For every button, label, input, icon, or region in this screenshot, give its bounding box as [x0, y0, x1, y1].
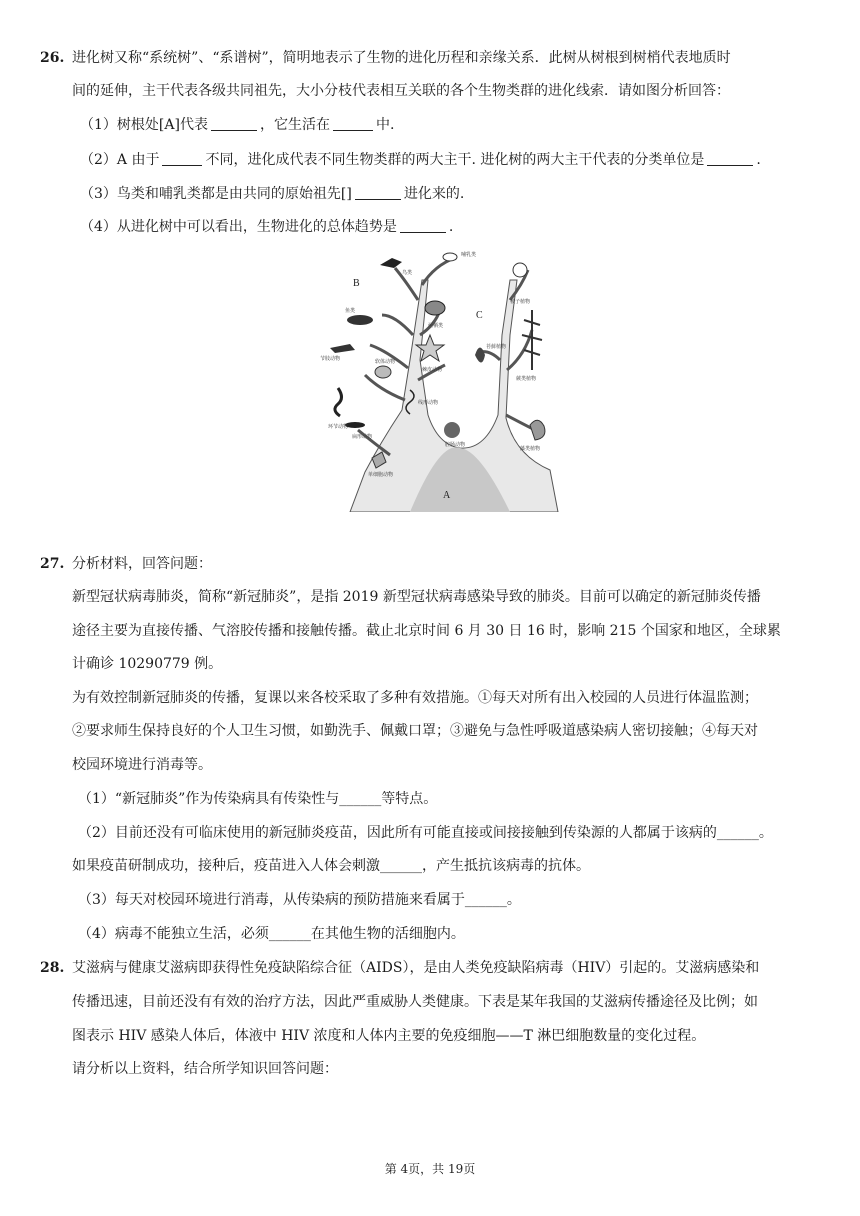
- answer-blank[interactable]: [333, 116, 373, 131]
- q26-sub3-text-a: （3）鸟类和哺乳类都是由共同的原始祖先[]: [80, 186, 352, 202]
- q27-para1-line3: 计确诊 10290779 例。: [72, 656, 223, 672]
- label-moss: 苔藓植物: [486, 344, 507, 350]
- label-arthropod: 节肢动物: [320, 356, 341, 362]
- answer-blank[interactable]: [355, 185, 401, 200]
- q27-sub3: （3）每天对校园环境进行消毒，从传染病的预防措施来看属于______。: [78, 892, 521, 908]
- mammal-icon: [443, 253, 457, 261]
- q26-sub3: [80, 184, 464, 204]
- annelid-icon: [335, 388, 342, 416]
- q27-para2-line3: 校园环境进行消毒等。: [72, 757, 212, 773]
- question-27-number: 27.: [40, 556, 65, 572]
- question-28-number: 28.: [40, 960, 65, 976]
- q27-sub1: （1）“新冠肺炎”作为传染病具有传染性与______等特点。: [78, 791, 438, 807]
- q27-para1-line1: 新型冠状病毒肺炎，简称“新冠肺炎”，是指 2019 新型冠状病毒感染导致的肺炎。目前可以确定的新冠肺炎传播: [72, 589, 761, 605]
- q27-sub2: （2）目前还没有可临床使用的新冠肺炎疫苗，因此所有可能直接或间接接触到传染源的人都属于该病的______。: [78, 825, 773, 841]
- q27-sub2-cont: 如果疫苗研制成功，接种后，疫苗进入人体会刺激______，产生抵抗该病毒的抗体。: [72, 858, 590, 874]
- amphibian-icon: [425, 301, 445, 315]
- q26-intro-line1: 进化树又称“系统树”、“系谱树”，简明地表示了生物的进化历程和亲缘关系．此树从树根到树梢代表地质时: [72, 50, 731, 66]
- q28-line3: 图表示 HIV 感染人体后，体液中 HIV 浓度和人体内主要的免疫细胞——T 淋巴细胞数量的变化过程。: [72, 1028, 706, 1044]
- coelenterate-icon: [444, 422, 460, 438]
- label-amphibian: 两栖类: [428, 323, 444, 329]
- label-flatworm: 扁形动物: [352, 434, 373, 440]
- label-annelid: 环节动物: [328, 424, 349, 430]
- arthropod-icon: [330, 344, 355, 353]
- label-bird: 鸟类: [402, 270, 413, 276]
- label-coelenterate: 腔肠动物: [445, 442, 466, 448]
- q27-para2-line2: ②要求师生保持良好的个人卫生习惯，如勤洗手、佩戴口罩；③避免与急性呼吸道感染病人密切接触；④每天对: [72, 723, 758, 739]
- q28-line1: 艾滋病与健康艾滋病即获得性免疫缺陷综合征（AIDS），是由人类免疫缺陷病毒（HIV）引起的。艾滋病感染和: [72, 960, 760, 976]
- label-fish: 鱼类: [345, 308, 356, 314]
- fern-icon: [522, 310, 542, 370]
- q26-sub2: [80, 150, 761, 170]
- label-algae: 藻类植物: [520, 446, 541, 452]
- answer-blank[interactable]: [211, 116, 257, 131]
- q26-sub3-text-b: 进化来的.: [403, 186, 465, 202]
- q26-sub2-text-b: 不同，进化成代表不同生物类群的两大主干. 进化树的两大主干代表的分类单位是: [205, 152, 705, 168]
- answer-blank[interactable]: [400, 218, 446, 233]
- branch-line: [382, 315, 413, 335]
- label-echinoderm: 棘皮动物: [422, 367, 443, 373]
- algae-icon: [530, 420, 545, 440]
- label-protozoa: 单细胞动物: [368, 472, 394, 478]
- flower-icon: [513, 263, 527, 277]
- q27-para1-line2: 途径主要为直接传播、气溶胶传播和接触传播。截止北京时间 6 月 30 日 16 时，影响 215 个国家和地区，全球累: [72, 623, 781, 639]
- label-fern: 蕨类植物: [516, 376, 537, 382]
- page-footer: 第 4页，共 19页: [384, 1162, 476, 1176]
- label-mollusk: 软体动物: [375, 359, 396, 365]
- fish-icon: [347, 315, 373, 325]
- label-seed-plant: 被子植物: [510, 299, 531, 305]
- q26-sub1-text-c: 中.: [375, 117, 395, 133]
- q26-sub2-text-c: .: [756, 152, 761, 168]
- evolution-tree-figure: [310, 240, 560, 512]
- q27-title: 分析材料，回答问题：: [72, 556, 212, 572]
- q28-line2: 传播迅速，目前还没有有效的治疗方法，因此严重威胁人类健康。下表是某年我国的艾滋病传播途径及比例；如: [72, 994, 758, 1010]
- bird-icon: [380, 258, 402, 268]
- q26-sub1-text-b: ，它生活在: [259, 117, 330, 133]
- q26-sub4-text-a: （4）从进化树中可以看出，生物进化的总体趋势是: [80, 219, 397, 235]
- q26-sub4: [80, 217, 453, 237]
- q26-intro-line2: 间的延伸，主干代表各级共同祖先，大小分枝代表相互关联的各个生物类群的进化线索．请如图分析回答：: [72, 83, 730, 99]
- moss-icon: [475, 348, 485, 363]
- answer-blank[interactable]: [707, 151, 753, 166]
- label-mammal: 哺乳类: [461, 252, 477, 258]
- q26-sub2-text-a: （2）A 由于: [80, 152, 160, 168]
- label-c: C: [476, 310, 483, 321]
- branch-line: [365, 375, 405, 400]
- label-a: A: [443, 490, 451, 501]
- label-roundworm: 线形动物: [418, 400, 439, 406]
- q26-sub1: [80, 115, 394, 135]
- q27-sub4: （4）病毒不能独立生活，必须______在其他生物的活细胞内。: [78, 926, 465, 942]
- question-26-number: 26.: [40, 50, 65, 66]
- q26-sub4-text-b: .: [448, 219, 454, 235]
- q26-sub1-text-a: （1）树根处[A]代表: [80, 117, 208, 133]
- mollusk-icon: [375, 366, 391, 378]
- q27-para2-line1: 为有效控制新冠肺炎的传播，复课以来各校采取了多种有效措施。①每天对所有出入校园的人员进行体温监测；: [72, 690, 758, 706]
- q28-line4: 请分析以上资料，结合所学知识回答问题：: [72, 1061, 338, 1077]
- label-b: B: [353, 278, 360, 289]
- answer-blank[interactable]: [162, 151, 202, 166]
